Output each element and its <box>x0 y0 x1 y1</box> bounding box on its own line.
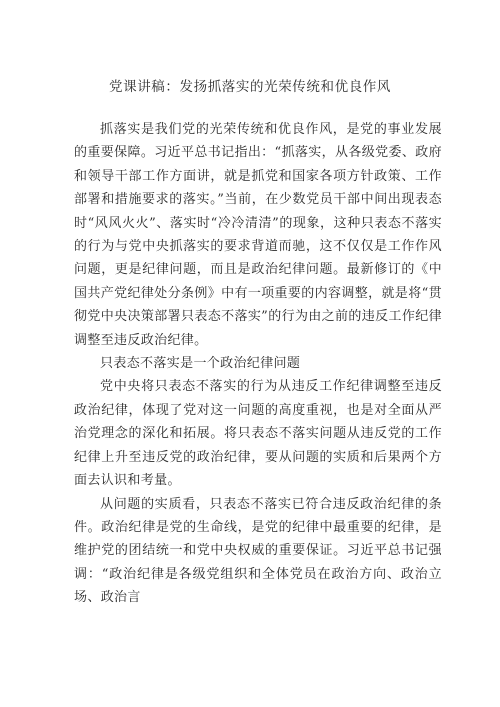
document-title: 党课讲稿：发扬抓落实的光荣传统和优良作风 <box>109 79 391 95</box>
paragraph-adjustment: 党中央将只表态不落实的行为从违反工作纪律调整至违反政治纪律，体现了党对这一问题的高度重视，也是对全面从严治党理念的深化和拓展。将只表态不落实问题从违反党的工作纪律上升至违反党的政治纪律，要从问题的实质和后果两个方面去认识和考量。 <box>74 379 442 489</box>
paragraph-essence: 从问题的实质看，只表态不落实已符合违反政治纪律的条件。政治纪律是党的生命线，是党的纪律中最重要的纪律，是维护党的团结统一和党中央权威的重要保证。习近平总书记强调：“政治纪律是各级党组织和全体党员在政治方向、政治立场、政治言 <box>74 496 442 606</box>
paragraph-intro: 抓落实是我们党的光荣传统和优良作风，是党的事业发展的重要保障。习近平总书记指出：“抓落实，从各级党委、政府和领导干部工作方面讲，就是抓党和国家各项方针政策、工作部署和措施要求的落实。”当前，在少数党员干部中间出现表态时“风风火火”、落实时“冷冷清清”的现象，这种只表态不落实的行为与党中央抓落实的要求背道而驰，这不仅仅是工作作风问题，更是纪律问题，而且是政治纪律问题。最新修订的《中国共产党纪律处分条例》中有一项重要的内容调整，就是将“贯彻党中央决策部署只表态不落实”的行为由之前的违反工作纪律调整至违反政治纪律。 <box>74 122 442 348</box>
document-body <box>74 118 442 610</box>
section-heading: 只表态不落实是一个政治纪律问题 <box>100 356 301 372</box>
